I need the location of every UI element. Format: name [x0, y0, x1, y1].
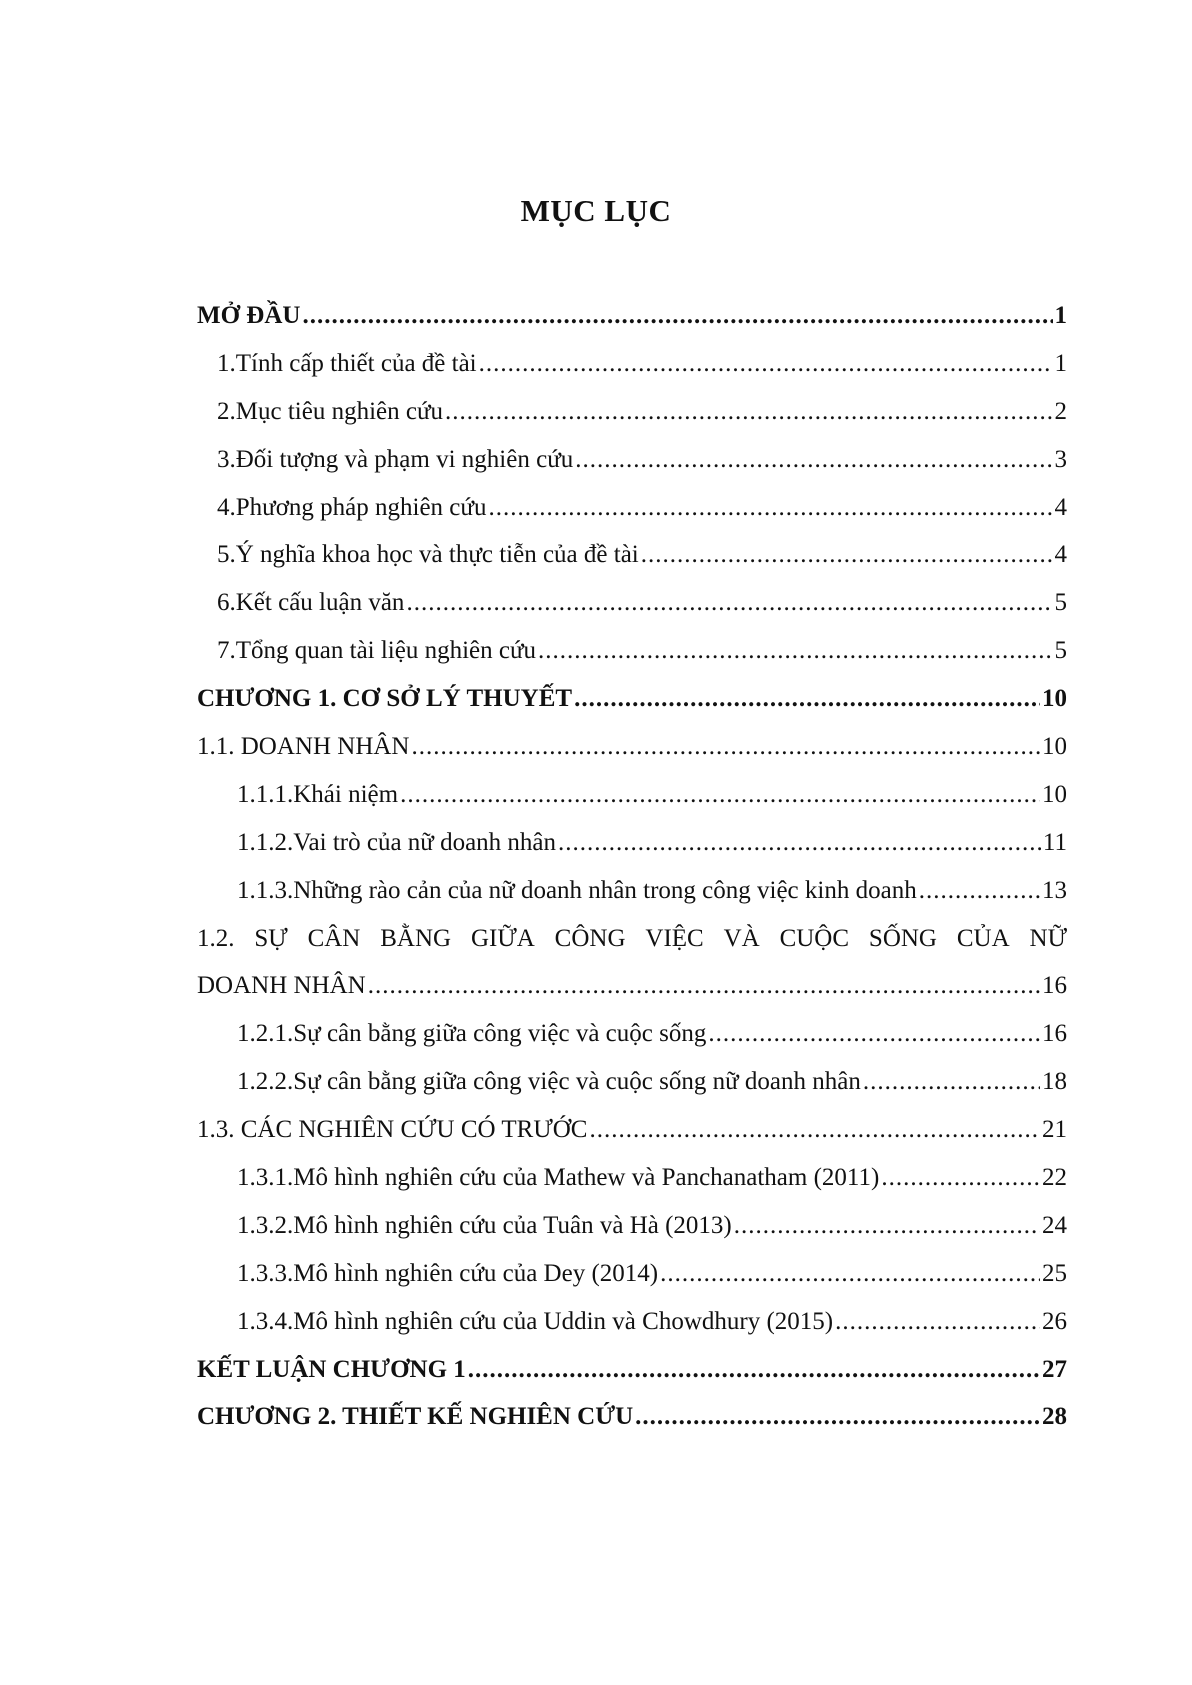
- toc-heading-word: NỮ: [1029, 924, 1067, 952]
- toc-dot-leader: [660, 1250, 1040, 1298]
- toc-dot-leader: [302, 292, 1052, 340]
- toc-entry-label: Mục tiêu nghiên cứu: [235, 397, 444, 425]
- toc-dot-leader: [574, 675, 1040, 723]
- toc-page-number: 5: [1054, 637, 1067, 665]
- toc-entry-number: 1.2.1.: [237, 1020, 294, 1048]
- toc-entry[interactable]: [197, 1010, 1067, 1058]
- toc-page-number: 18: [1042, 1068, 1067, 1096]
- toc-heading-word: GIỮA: [470, 924, 535, 952]
- toc-heading-word: CUỘC: [779, 924, 850, 952]
- toc-entry[interactable]: [197, 771, 1067, 819]
- toc-entry-label: 1.1. DOANH NHÂN: [197, 733, 410, 761]
- toc-entry-number: 3.: [217, 445, 236, 473]
- toc-entry-label: CHƯƠNG 1. CƠ SỞ LÝ THUYẾT: [197, 685, 573, 713]
- toc-dot-leader: [575, 436, 1052, 484]
- toc-page-number: 21: [1042, 1116, 1067, 1144]
- toc-heading-word: BẰNG: [380, 924, 452, 952]
- toc-entry-number: 1.3.3.: [237, 1259, 294, 1287]
- toc-heading-word: VIỆC: [645, 924, 704, 952]
- toc-page-number: 26: [1042, 1307, 1067, 1335]
- toc-entry-label: Mô hình nghiên cứu của Tuân và Hà (2013): [293, 1211, 732, 1239]
- toc-dot-leader: [400, 771, 1040, 819]
- toc-page-number: 4: [1054, 541, 1067, 569]
- toc-entry-number: 5.: [217, 541, 236, 569]
- toc-page-number: 16: [1042, 972, 1067, 1000]
- toc-entry[interactable]: [197, 819, 1067, 867]
- toc-dot-leader: [863, 1058, 1040, 1106]
- toc-entry-number: 1.1.1.: [237, 780, 294, 808]
- toc-entry[interactable]: [197, 1393, 1067, 1441]
- toc-entry-number: 1.1.3.: [237, 876, 294, 904]
- toc-entry-label: Tổng quan tài liệu nghiên cứu: [235, 637, 537, 665]
- toc-page-number: 28: [1042, 1403, 1067, 1431]
- toc-dot-leader: [445, 388, 1052, 436]
- toc-page-number: 3: [1054, 445, 1067, 473]
- toc-page-number: 4: [1054, 493, 1067, 521]
- toc-dot-leader: [468, 1346, 1040, 1394]
- toc-page-number: 10: [1042, 780, 1067, 808]
- toc-heading-word: CÔNG: [554, 924, 626, 952]
- toc-entry-label: Vai trò của nữ doanh nhân: [293, 828, 557, 856]
- toc-dot-leader: [368, 962, 1040, 1010]
- toc-page-number: 1: [1054, 349, 1067, 377]
- toc-entry-number: 1.: [217, 349, 236, 377]
- toc-entry[interactable]: [197, 340, 1067, 388]
- toc-dot-leader: [708, 1010, 1040, 1058]
- toc-dot-leader: [406, 579, 1052, 627]
- toc-heading-word: SỰ: [254, 924, 288, 952]
- toc-entry[interactable]: [197, 867, 1067, 915]
- toc-page-number: 27: [1042, 1355, 1067, 1383]
- toc-entry[interactable]: [197, 627, 1067, 675]
- toc-entry-label: Mô hình nghiên cứu của Mathew và Panchanatham (2011): [293, 1164, 880, 1192]
- toc-entry[interactable]: [197, 1250, 1067, 1298]
- toc-entry[interactable]: [197, 484, 1067, 532]
- toc-dot-leader: [635, 1393, 1040, 1441]
- toc-heading-word: VÀ: [723, 924, 760, 952]
- toc-entry[interactable]: [197, 1154, 1067, 1202]
- toc-page-number: 22: [1042, 1164, 1067, 1192]
- toc-dot-leader: [412, 723, 1041, 771]
- toc-entry-number: 4.: [217, 493, 236, 521]
- toc-entry-number: 1.3.4.: [237, 1307, 294, 1335]
- table-of-contents: [197, 292, 1067, 1441]
- toc-entry-label: DOANH NHÂN: [197, 972, 366, 1000]
- toc-page-number: 24: [1042, 1211, 1067, 1239]
- toc-entry-number: 1.3.1.: [237, 1164, 294, 1192]
- toc-entry[interactable]: [197, 388, 1067, 436]
- toc-entry-label: Ý nghĩa khoa học và thực tiễn của đề tài: [235, 541, 639, 569]
- toc-page-number: 5: [1054, 589, 1067, 617]
- toc-entry[interactable]: [197, 962, 1067, 1010]
- toc-entry-label: Mô hình nghiên cứu của Dey (2014): [293, 1259, 659, 1287]
- toc-page-number: 13: [1042, 876, 1067, 904]
- toc-dot-leader: [835, 1298, 1040, 1346]
- toc-entry-number: 1.2.2.: [237, 1068, 294, 1096]
- toc-entry-label: Mô hình nghiên cứu của Uddin và Chowdhury (2015): [293, 1307, 834, 1335]
- toc-entry-label: Khái niệm: [293, 780, 399, 808]
- toc-entry-heading-line[interactable]: [197, 915, 1067, 963]
- toc-entry[interactable]: [197, 292, 1067, 340]
- toc-entry-label: Tính cấp thiết của đề tài: [235, 349, 477, 377]
- toc-entry-number: 1.3.2.: [237, 1211, 294, 1239]
- toc-entry-number: 6.: [217, 589, 236, 617]
- toc-entry-label: KẾT LUẬN CHƯƠNG 1: [197, 1355, 466, 1383]
- toc-heading-word: CÂN: [307, 924, 361, 952]
- toc-page-number: 16: [1042, 1020, 1067, 1048]
- toc-dot-leader: [589, 1106, 1040, 1154]
- toc-entry-label: MỞ ĐẦU: [197, 302, 301, 329]
- toc-entry[interactable]: [197, 1202, 1067, 1250]
- toc-entry[interactable]: [197, 531, 1067, 579]
- toc-page-number: 10: [1042, 733, 1067, 761]
- toc-entry[interactable]: [197, 436, 1067, 484]
- toc-dot-leader: [881, 1154, 1040, 1202]
- page-title: MỤC LỤC: [520, 193, 672, 228]
- toc-page-number: 25: [1042, 1259, 1067, 1287]
- toc-entry-number: 7.: [217, 637, 236, 665]
- toc-entry-label: Đối tượng và phạm vi nghiên cứu: [235, 445, 574, 473]
- toc-dot-leader: [919, 867, 1040, 915]
- toc-entry-number: 1.1.2.: [237, 828, 294, 856]
- toc-entry-label: 1.3. CÁC NGHIÊN CỨU CÓ TRƯỚC: [197, 1116, 588, 1144]
- toc-heading-word: CỦA: [956, 924, 1010, 952]
- toc-dot-leader: [538, 627, 1052, 675]
- toc-entry-label: Sự cân bằng giữa công việc và cuộc sống nữ doanh nhân: [293, 1068, 861, 1096]
- toc-dot-leader: [734, 1202, 1040, 1250]
- toc-page-number: 1: [1054, 302, 1067, 329]
- toc-dot-leader: [488, 484, 1052, 532]
- toc-heading-word: 1.2.: [197, 924, 235, 952]
- toc-entry-label: Những rào cản của nữ doanh nhân trong công việc kinh doanh: [293, 876, 917, 904]
- toc-entry[interactable]: [197, 1106, 1067, 1154]
- toc-heading-word: SỐNG: [868, 924, 937, 952]
- toc-dot-leader: [558, 819, 1041, 867]
- toc-entry[interactable]: [197, 1058, 1067, 1106]
- toc-entry[interactable]: [197, 675, 1067, 723]
- toc-entry-label: Sự cân bằng giữa công việc và cuộc sống: [293, 1020, 707, 1048]
- toc-dot-leader: [641, 531, 1053, 579]
- toc-page-number: 2: [1054, 397, 1067, 425]
- toc-entry[interactable]: [197, 723, 1067, 771]
- toc-entry-label: Phương pháp nghiên cứu: [235, 493, 487, 521]
- toc-entry[interactable]: [197, 579, 1067, 627]
- toc-entry-label: CHƯƠNG 2. THIẾT KẾ NGHIÊN CỨU: [197, 1403, 634, 1431]
- toc-page-number: 11: [1042, 828, 1067, 856]
- toc-page-number: 10: [1042, 685, 1067, 713]
- toc-dot-leader: [479, 340, 1053, 388]
- toc-entry[interactable]: [197, 1346, 1067, 1394]
- toc-entry[interactable]: [197, 1298, 1067, 1346]
- toc-entry-label: Kết cấu luận văn: [235, 589, 405, 617]
- toc-entry-number: 2.: [217, 397, 236, 425]
